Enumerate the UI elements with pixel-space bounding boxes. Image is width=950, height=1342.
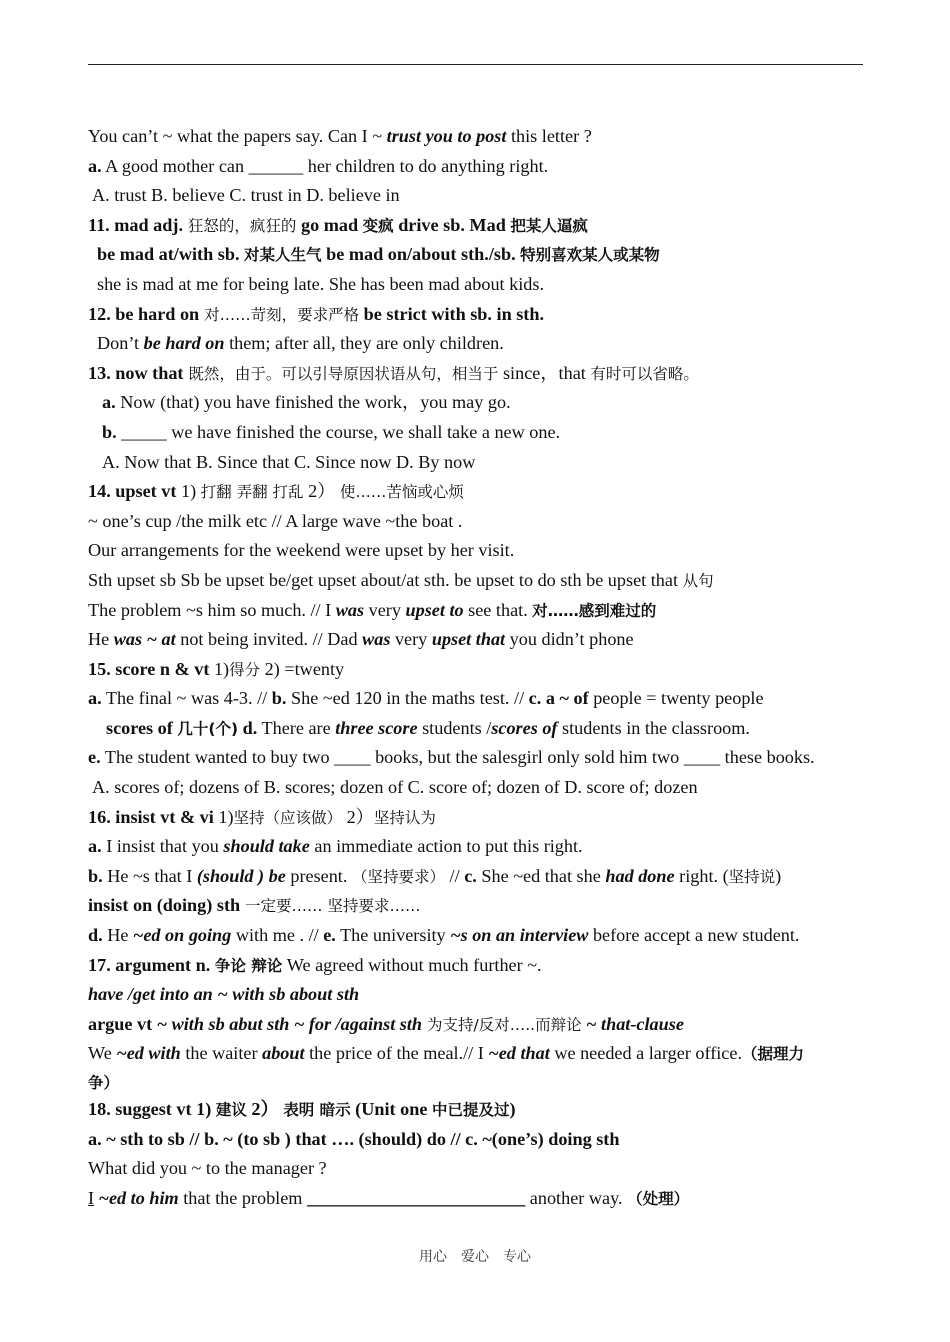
text-span: She ~ed that she — [476, 865, 606, 886]
text-span: present. — [285, 865, 352, 886]
emphasis-text: ~ for /against sth — [293, 1013, 423, 1034]
text-line — [88, 891, 866, 921]
example-marker: a. — [88, 155, 102, 176]
header-rule — [88, 64, 863, 65]
text-line — [88, 270, 866, 300]
bold-text: (Unit one — [350, 1099, 432, 1119]
heading-term: 17. argument n. — [88, 954, 215, 975]
text-line — [88, 122, 866, 152]
chinese-text: 争） — [88, 1074, 120, 1092]
chinese-text: 特别喜欢某人或某物 — [520, 246, 660, 265]
heading-term: 16. insist vt & vi — [88, 806, 214, 827]
chinese-text: 几十(个) — [177, 719, 239, 738]
heading-term: 14. upset vt — [88, 481, 177, 502]
text-span: He ~s that I — [102, 865, 197, 886]
chinese-text: （据理力 — [742, 1045, 805, 1064]
text-line — [88, 596, 866, 626]
text-span: We agreed without much further ~. — [282, 954, 542, 975]
text-span: I insist that you — [101, 836, 224, 857]
text-span: The student wanted to buy two ____ books, but the salesgirl only sold him two ____ these books. — [100, 747, 815, 768]
example-line — [88, 388, 866, 418]
blank-line: ________________________ — [307, 1187, 526, 1208]
text-span: The final ~ was 4-3. // — [101, 688, 272, 709]
text-span: she is mad at me for being late. She has been mad about kids. — [97, 273, 544, 294]
chinese-text: 使……苦恼或心烦 — [339, 483, 464, 502]
text-span: He — [102, 925, 133, 946]
heading-17 — [88, 951, 866, 981]
options-line — [88, 448, 866, 478]
text-span: He — [88, 629, 114, 650]
text-span: this letter ? — [506, 126, 592, 146]
emphasis-text: ~ with sb abut sth — [156, 1013, 290, 1034]
emphasis-text: have /get into an ~ with sb about sth — [88, 984, 360, 1005]
chinese-text: 有时可以省略。 — [590, 364, 699, 383]
text-span: Don’t — [97, 333, 144, 354]
text-line — [88, 507, 866, 537]
text-span: that the problem — [178, 1187, 307, 1208]
emphasis-text: had done — [605, 865, 675, 886]
example-marker: a. — [88, 688, 102, 709]
emphasis-text: ~ed to him — [94, 1187, 179, 1208]
bold-text: be strict with sb. in sth. — [359, 303, 545, 324]
text-span: students in the classroom. — [557, 717, 750, 738]
text-span: the price of the meal.// I — [304, 1043, 489, 1064]
emphasis-text: be hard on — [143, 333, 225, 354]
text-span: before accept a new student. — [588, 925, 800, 946]
text-line — [88, 240, 866, 270]
chinese-text: 变疯 — [362, 216, 394, 235]
heading-term: 12. be hard on — [88, 303, 200, 324]
emphasis-text: scores of — [491, 717, 558, 738]
chinese-text: 既然，由于。可以引导原因状语从句，相当于 — [183, 364, 499, 383]
chinese-text: 坚持（应该做） — [233, 808, 343, 827]
chinese-text: （坚持要求） — [351, 867, 445, 886]
options-line — [88, 181, 866, 211]
chinese-text: 坚持认为 — [373, 808, 436, 827]
document-body — [88, 122, 866, 1213]
emphasis-text: ~ that-clause — [586, 1013, 684, 1034]
bold-text: a. ~ sth to sb // b. ~ (to sb ) that …. (should) do // c. ~(one’s) doing sth — [88, 1128, 620, 1149]
example-marker: c. a ~ of — [528, 688, 589, 709]
emphasis-text: was — [335, 599, 365, 620]
bold-text: go mad — [296, 214, 363, 235]
text-line — [88, 1125, 866, 1155]
text-span: not being invited. // Dad — [175, 629, 363, 650]
text-span: The problem ~s him so much. // I — [88, 599, 336, 620]
chinese-text: 中已提及过 — [431, 1101, 510, 1119]
text-span: the waiter — [180, 1043, 263, 1064]
text-span: an immediate action to put this right. — [309, 836, 583, 857]
text-line — [88, 536, 866, 566]
bold-text: argue vt — [88, 1013, 157, 1034]
bold-text: scores of — [106, 717, 178, 738]
text-span: with me . // — [231, 925, 324, 946]
text-line — [88, 980, 866, 1010]
chinese-text: 打翻 弄翻 打乱 — [200, 483, 304, 502]
emphasis-text: upset that — [431, 629, 506, 650]
text-span: Sth upset sb Sb be upset be/get upset about/at sth. be upset to do sth be upset that — [88, 569, 683, 590]
text-span: ~ one’s cup /the milk etc // A large wave ~the boat . — [88, 510, 463, 531]
heading-16 — [88, 803, 866, 833]
text-span: 1) — [213, 806, 234, 827]
text-span: since，that — [498, 362, 591, 383]
emphasis-text: ~ed that — [488, 1043, 550, 1064]
text-span: 2） — [303, 481, 340, 502]
heading-term: 13. now that — [88, 362, 184, 383]
heading-13 — [88, 359, 866, 389]
chinese-text: 建议 — [215, 1101, 247, 1119]
text-span: A good mother can ______ her children to do anything right. — [101, 155, 549, 176]
text-span: She ~ed 120 in the maths test. // — [286, 688, 529, 709]
text-span: right. ( — [674, 865, 729, 886]
text-span: You can’t ~ what the papers say. Can I ~ — [88, 126, 387, 146]
text-span: very — [364, 599, 406, 620]
emphasis-text: should take — [223, 836, 310, 857]
example-marker: b. — [271, 688, 287, 709]
emphasis-text: three score — [335, 717, 418, 738]
text-span: 1) — [209, 658, 230, 679]
text-line — [88, 1010, 866, 1040]
chinese-text: 得分 — [229, 660, 261, 679]
text-span: students / — [417, 717, 492, 738]
chinese-text: 把某人逼疯 — [510, 216, 588, 235]
example-marker: b. — [88, 865, 103, 886]
text-line — [88, 329, 866, 359]
text-span: Our arrangements for the weekend were upset by her visit. — [88, 540, 515, 561]
options-line — [88, 773, 866, 803]
heading-15 — [88, 655, 866, 685]
example-line — [88, 714, 866, 744]
emphasis-text: ~ed with — [116, 1043, 181, 1064]
example-line — [88, 832, 866, 862]
chinese-text: 对……感到难过的 — [532, 601, 657, 620]
text-span: What did you ~ to the manager ? — [88, 1158, 327, 1179]
text-span: A. trust B. believe C. trust in D. believe in — [92, 185, 400, 206]
text-span: another way. — [525, 1187, 628, 1208]
page-footer: 用心 爱心 专心 — [419, 1249, 531, 1265]
text-span: There are — [257, 717, 336, 738]
bold-text: insist on (doing) sth — [88, 895, 241, 916]
text-span: them; after all, they are only children. — [224, 333, 504, 354]
emphasis-text: trust you to post — [386, 126, 507, 146]
emphasis-text: ~ed on going — [132, 925, 232, 946]
chinese-text: 表明 暗示 — [283, 1101, 351, 1119]
chinese-text: 对某人生气 — [244, 246, 322, 265]
text-line — [88, 1184, 866, 1214]
chinese-text: 坚持说 — [728, 867, 776, 886]
text-span: very — [390, 629, 432, 650]
emphasis-text: ~s on an interview — [450, 925, 589, 946]
emphasis-text: was — [362, 629, 391, 650]
text-span: we needed a larger office. — [549, 1043, 742, 1064]
text-span: A. Now that B. Since that C. Since now D. By now — [102, 451, 476, 472]
bold-text: 2） — [246, 1099, 284, 1119]
text-span: _____ we have finished the course, we shall take a new one. — [116, 421, 561, 442]
example-marker: e. — [88, 747, 101, 768]
text-span: ) — [775, 865, 782, 886]
chinese-text: 狂怒的，疯狂的 — [183, 216, 297, 235]
example-line — [88, 862, 866, 892]
example-marker: e. — [323, 925, 336, 946]
chinese-text: （处理） — [627, 1189, 690, 1208]
bold-text: drive sb. Mad — [393, 214, 511, 235]
emphasis-text: (should ) be — [196, 865, 286, 886]
emphasis-text: was ~ at — [113, 629, 176, 650]
text-span: people = twenty people — [588, 688, 764, 709]
heading-14 — [88, 477, 866, 507]
bold-text: ) — [509, 1099, 516, 1119]
heading-11 — [88, 211, 866, 241]
bold-text: be mad on/about sth./sb. — [321, 244, 521, 265]
heading-18 — [88, 1095, 866, 1125]
chinese-text: 对……苛刻，要求严格 — [199, 305, 360, 324]
example-marker: d. — [238, 717, 258, 738]
heading-term: 18. suggest vt 1) — [88, 1099, 216, 1119]
text-span: Now (that) you have finished the work，you may go. — [115, 392, 511, 413]
emphasis-text: upset to — [405, 599, 464, 620]
chinese-text: 一定要…… 坚持要求…… — [240, 897, 421, 916]
example-line — [88, 743, 866, 773]
heading-term: 11. mad adj. — [88, 214, 183, 235]
text-span: 1) — [176, 481, 201, 502]
text-line — [88, 1154, 866, 1184]
text-span: I — [88, 1187, 95, 1208]
chinese-text: 争论 辩论 — [214, 956, 283, 975]
chinese-text: 从句 — [682, 571, 714, 590]
text-span: 2) =twenty — [260, 658, 345, 679]
text-line — [88, 1069, 866, 1095]
text-span: The university — [335, 925, 451, 946]
example-marker: c. — [464, 865, 477, 886]
example-line — [88, 152, 866, 182]
example-line — [88, 921, 866, 951]
example-marker: d. — [88, 925, 103, 946]
text-span: you didn’t phone — [505, 629, 634, 650]
example-marker: a. — [88, 836, 102, 857]
text-span: A. scores of; dozens of B. scores; dozen of C. score of; dozen of D. score of; dozen — [92, 777, 698, 798]
text-line — [88, 625, 866, 655]
chinese-text: 为支持/反对…..而辩论 — [422, 1015, 582, 1034]
heading-term: 15. score n & vt — [88, 658, 210, 679]
example-marker: a. — [102, 392, 116, 413]
text-line — [88, 566, 866, 596]
example-line — [88, 418, 866, 448]
example-marker: b. — [102, 421, 117, 442]
text-line — [88, 1039, 866, 1069]
bold-text: be mad at/with sb. — [97, 244, 245, 265]
text-span: see that. — [463, 599, 533, 620]
example-line — [88, 684, 866, 714]
text-span: We — [88, 1043, 117, 1064]
text-span: 2） — [342, 806, 374, 827]
emphasis-text: about — [262, 1043, 305, 1064]
heading-12 — [88, 300, 866, 330]
text-span: // — [444, 865, 465, 886]
